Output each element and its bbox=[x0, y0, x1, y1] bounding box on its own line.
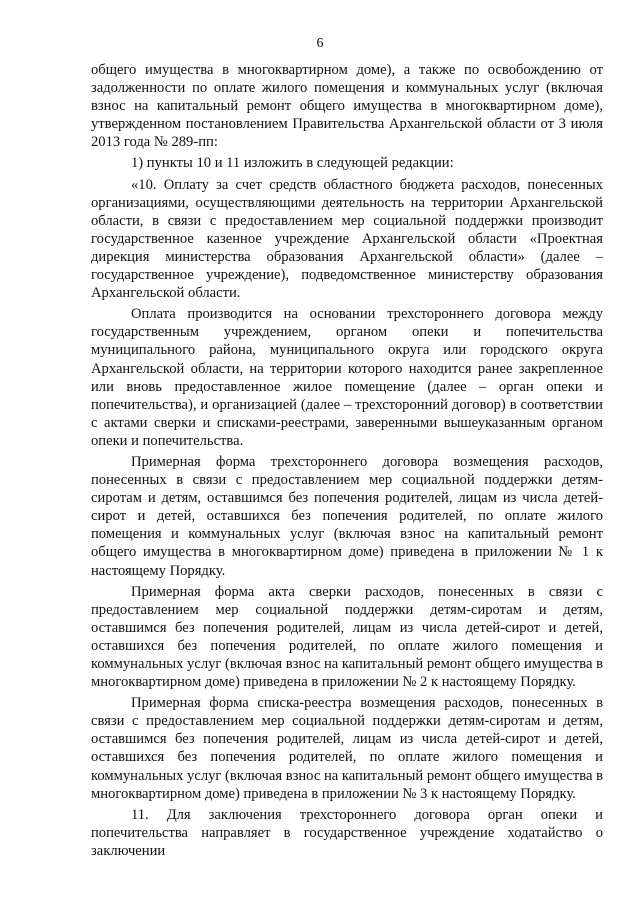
page-number: 6 bbox=[316, 36, 324, 51]
paragraph: Примерная форма списка-реестра возмещения расходов, понесенных в связи с предоставлением мер социальной поддержки детям-сиротам и детям, оставшимся без попечения родителей, лицам из числа детей-сирот и детей, оставшихся без попечения родителей, по оплате жилого помещения и коммунальных услуг (включая взнос на капитальный ремонт общего имущества в многоквартирном доме) приведена в приложении № 3 к настоящему Порядку. bbox=[91, 695, 603, 802]
paragraph: 1) пункты 10 и 11 изложить в следующей редакции: bbox=[131, 155, 454, 172]
paragraph: общего имущества в многоквартирном доме), а также по освобождению от задолженности по оплате жилого помещения и коммунальных услуг (включая взнос на капитальный ремонт общего имущества в многоквартирном доме), утвержденном постановлением Правительства Архангельской области от 3 июля 2013 года № 289-пп: bbox=[91, 62, 603, 151]
paragraph: Оплата производится на основании трехстороннего договора между государственным учреждением, органом опеки и попечительства муниципального района, муниципального округа или городского округа Архангельской области, на территории которого находится ранее закрепленное или вновь предоставленное жилое помещение (далее – орган опеки и попечительства), и организацией (далее – трехсторонний договор) в соответствии с актами сверки и списками-реестрами, заверенными вышеуказанным органом опеки и попечительства. bbox=[91, 306, 603, 449]
paragraph: Примерная форма трехстороннего договора возмещения расходов, понесенных в связи с предоставлением мер социальной поддержки детям-сиротам и детям, оставшимся без попечения родителей, лицам из числа детей-сирот и детей, оставшихся без попечения родителей, по оплате жилого помещения и коммунальных услуг (включая взнос на капитальный ремонт общего имущества в многоквартирном доме) приведена в приложении № 1 к настоящему Порядку. bbox=[91, 453, 603, 579]
document-body bbox=[91, 61, 603, 863]
paragraph: 11. Для заключения трехстороннего договора орган опеки и попечительства направляет в государственное учреждение ходатайство о заключении bbox=[91, 806, 603, 859]
paragraph: «10. Оплату за счет средств областного бюджета расходов, понесенных организациями, осуществляющими деятельность на территории Архангельской области, в связи с предоставлением мер социальной поддержки производит государственное казенное учреждение Архангельской области «Проектная дирекция министерства образования Архангельской области» (далее – государственное учреждение), подведомственное министерству образования Архангельской области. bbox=[91, 176, 603, 302]
paragraph: Примерная форма акта сверки расходов, понесенных в связи с предоставлением мер социальной поддержки детям-сиротам и детям, оставшимся без попечения родителей, лицам из числа детей-сирот и детей, оставшихся без попечения родителей, по оплате жилого помещения и коммунальных услуг (включая взнос на капитальный ремонт общего имущества в многоквартирном доме) приведена в приложении № 2 к настоящему Порядку. bbox=[91, 583, 603, 691]
